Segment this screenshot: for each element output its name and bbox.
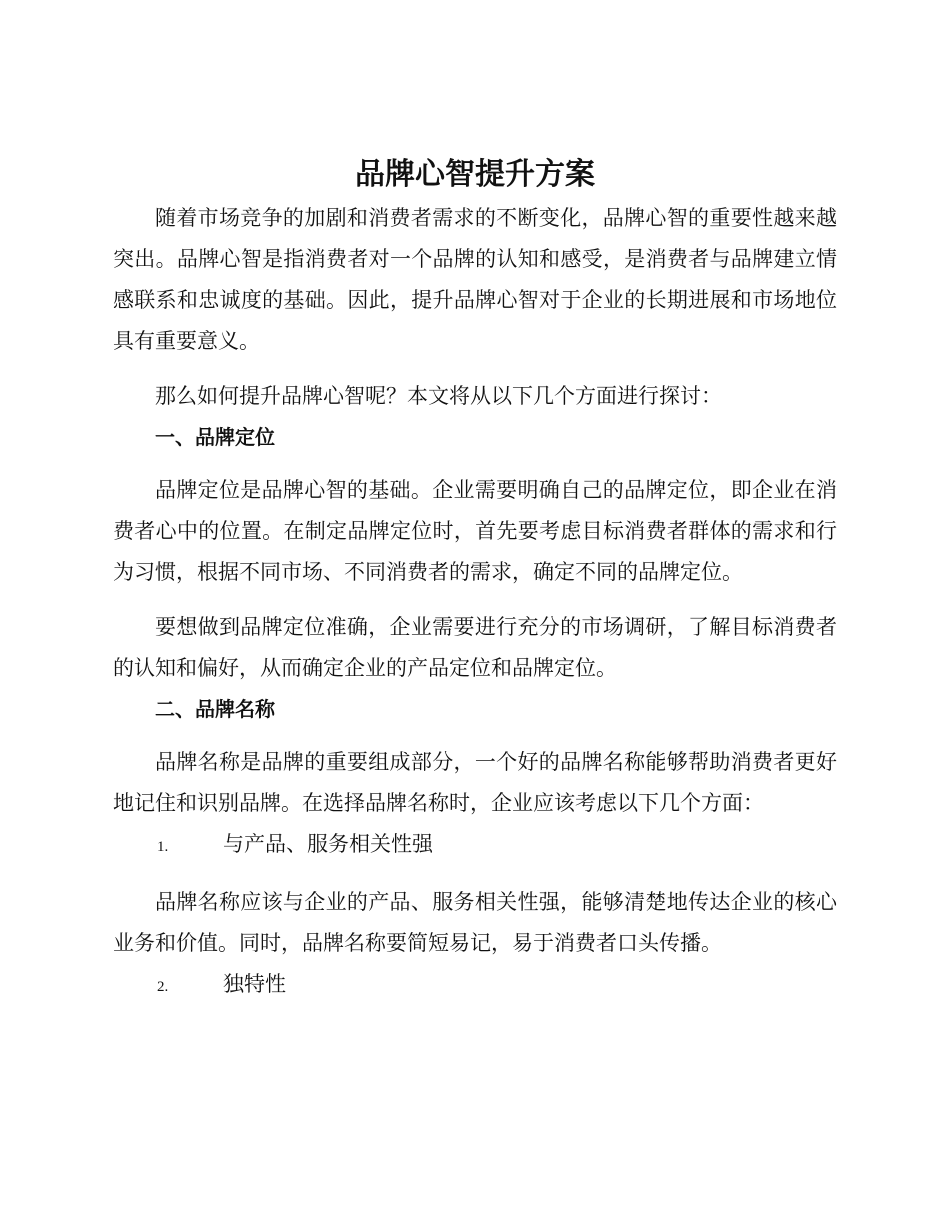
section-heading-brand-name: 二、品牌名称 <box>155 697 275 721</box>
list-item-uniqueness <box>113 964 837 1008</box>
list-item-text: 独特性 <box>223 972 286 996</box>
positioning-paragraph-1: 品牌定位是品牌心智的基础。企业需要明确自己的品牌定位，即企业在消费者心中的位置。在制定品牌定位时，首先要考虑目标消费者群体的需求和行为习惯，根据不同市场、不同消费者的需求，确定不同的品牌定位。 <box>113 478 837 584</box>
intro-paragraph: 随着市场竞争的加剧和消费者需求的不断变化，品牌心智的重要性越来越突出。品牌心智是指消费者对一个品牌的认知和感受，是消费者与品牌建立情感联系和忠诚度的基础。因此，提升品牌心智对于企业的长期进展和市场地位具有重要意义。 <box>113 206 837 353</box>
section-heading-brand-positioning: 一、品牌定位 <box>155 425 275 449</box>
brand-name-paragraph: 品牌名称是品牌的重要组成部分，一个好的品牌名称能够帮助消费者更好地记住和识别品牌。在选择品牌名称时，企业应该考虑以下几个方面： <box>113 750 837 815</box>
document-content <box>113 152 837 1008</box>
document-title: 品牌心智提升方案 <box>355 157 595 192</box>
relevance-description: 品牌名称应该与企业的产品、服务相关性强，能够清楚地传达企业的核心业务和价值。同时，品牌名称要简短易记，易于消费者口头传播。 <box>113 890 837 955</box>
question-paragraph: 那么如何提升品牌心智呢？本文将从以下几个方面进行探讨： <box>155 384 722 408</box>
list-number: 2. <box>157 979 169 995</box>
list-item-relevance <box>113 824 837 868</box>
list-number: 1. <box>157 839 169 855</box>
positioning-paragraph-2: 要想做到品牌定位准确，企业需要进行充分的市场调研，了解目标消费者的认知和偏好，从而确定企业的产品定位和品牌定位。 <box>113 615 837 680</box>
list-item-text: 与产品、服务相关性强 <box>223 832 433 856</box>
